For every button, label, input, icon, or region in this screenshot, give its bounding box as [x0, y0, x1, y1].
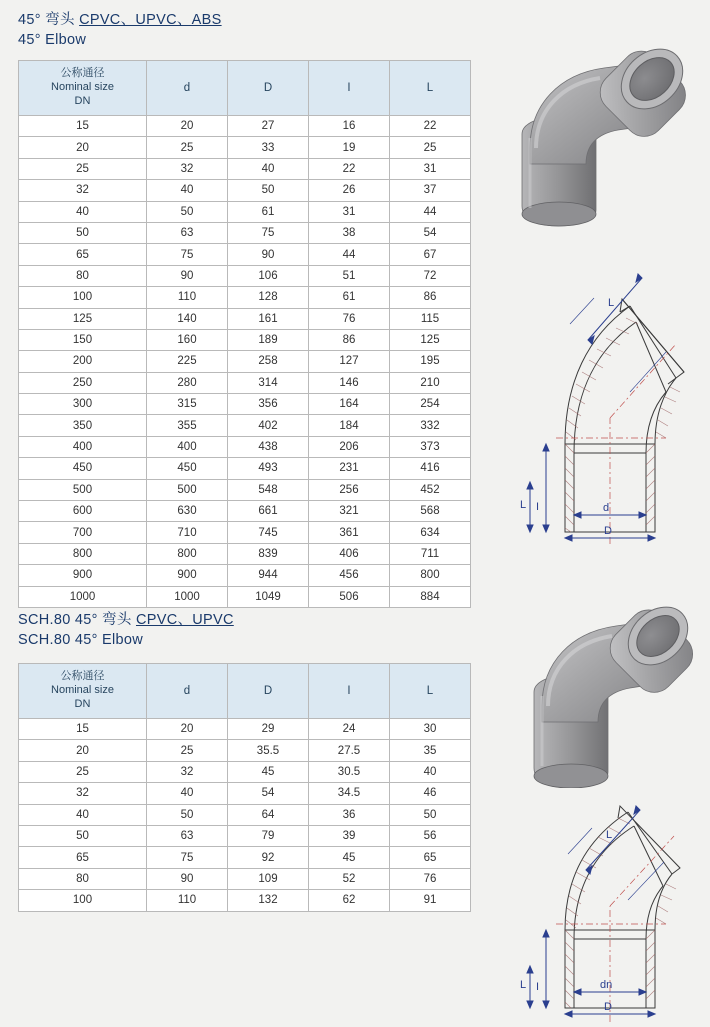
table-cell: 506	[309, 586, 390, 607]
table-row	[19, 890, 471, 911]
table-body-elbow45	[19, 116, 471, 608]
table-cell: 33	[228, 137, 309, 158]
table-cell: 711	[390, 543, 471, 564]
table-cell: 25	[19, 761, 147, 782]
table-cell: 110	[147, 287, 228, 308]
table-cell: 80	[19, 265, 147, 286]
table-cell: 64	[228, 804, 309, 825]
table-cell: 125	[19, 308, 147, 329]
table-cell: 50	[390, 804, 471, 825]
table-cell: 110	[147, 890, 228, 911]
table-cell: 800	[147, 543, 228, 564]
table-cell: 944	[228, 565, 309, 586]
drawing-label-L: L	[608, 297, 615, 309]
table-cell: 40	[390, 761, 471, 782]
table-row	[19, 116, 471, 137]
table-row	[19, 158, 471, 179]
table-cell: 26	[309, 180, 390, 201]
table-cell: 51	[309, 265, 390, 286]
table-cell: 160	[147, 329, 228, 350]
table-cell: 231	[309, 458, 390, 479]
header-D-2: D	[228, 664, 309, 719]
table-cell: 65	[390, 847, 471, 868]
table-row	[19, 372, 471, 393]
header-I-2: I	[309, 664, 390, 719]
table-row	[19, 479, 471, 500]
title-materials-2: CPVC、UPVC	[135, 612, 234, 628]
drawing-label-D: D	[604, 525, 612, 537]
table-row	[19, 719, 471, 740]
title-materials: CPVC、UPVC、ABS	[79, 12, 222, 28]
section-title-sch80-elbow45	[18, 608, 234, 648]
table-cell: 661	[228, 501, 309, 522]
table-cell: 50	[228, 180, 309, 201]
table-cell: 106	[228, 265, 309, 286]
table-cell: 127	[309, 351, 390, 372]
table-row	[19, 761, 471, 782]
table-cell: 1000	[19, 586, 147, 607]
table-cell: 50	[147, 804, 228, 825]
table-cell: 132	[228, 890, 309, 911]
header-nominal-size-en-2: Nominal size	[51, 684, 114, 697]
table-cell: 31	[390, 158, 471, 179]
table-cell: 206	[309, 436, 390, 457]
table-cell: 125	[390, 329, 471, 350]
table-row	[19, 868, 471, 889]
table-cell: 76	[390, 868, 471, 889]
table-header-row-2	[19, 664, 471, 719]
table-cell: 32	[19, 180, 147, 201]
table-cell: 61	[228, 201, 309, 222]
table-cell: 300	[19, 394, 147, 415]
table-cell: 86	[390, 287, 471, 308]
table-cell: 63	[147, 222, 228, 243]
table-cell: 29	[228, 719, 309, 740]
table-cell: 355	[147, 415, 228, 436]
table-row	[19, 847, 471, 868]
table-cell: 600	[19, 501, 147, 522]
header-nominal-size-abbr-2: DN	[74, 697, 91, 710]
table-body-sch80-elbow45	[19, 719, 471, 912]
table-cell: 62	[309, 890, 390, 911]
header-nominal-size	[19, 61, 147, 116]
spec-table-elbow45	[18, 60, 471, 608]
header-nominal-size-abbr: DN	[74, 94, 91, 107]
table-cell: 54	[228, 783, 309, 804]
table-row	[19, 740, 471, 761]
table-cell: 27	[228, 116, 309, 137]
table-row	[19, 501, 471, 522]
table-cell: 500	[147, 479, 228, 500]
table-cell: 200	[19, 351, 147, 372]
table-cell: 75	[147, 244, 228, 265]
table-cell: 402	[228, 415, 309, 436]
table-cell: 24	[309, 719, 390, 740]
table-cell: 800	[19, 543, 147, 564]
table-cell: 38	[309, 222, 390, 243]
table-cell: 20	[19, 740, 147, 761]
header-L-2: L	[390, 664, 471, 719]
table-cell: 250	[19, 372, 147, 393]
title-cn-prefix-2: SCH.80 45° 弯头	[18, 612, 136, 628]
table-cell: 32	[147, 158, 228, 179]
table-cell: 31	[309, 201, 390, 222]
table-cell: 15	[19, 116, 147, 137]
table-row	[19, 201, 471, 222]
table-cell: 90	[147, 265, 228, 286]
table-cell: 32	[19, 783, 147, 804]
table-row	[19, 329, 471, 350]
table-cell: 76	[309, 308, 390, 329]
drawing-label-I-left: L	[520, 499, 527, 511]
table-cell: 37	[390, 180, 471, 201]
table-cell: 20	[19, 137, 147, 158]
title-line-en: 45° Elbow	[18, 32, 87, 48]
table-cell: 25	[19, 158, 147, 179]
drawing-label-L-left-2: L	[520, 979, 527, 991]
table-cell: 254	[390, 394, 471, 415]
table-row	[19, 308, 471, 329]
table-cell: 50	[147, 201, 228, 222]
title-line-cn	[18, 8, 222, 29]
table-cell: 65	[19, 847, 147, 868]
section-title-elbow45	[18, 8, 222, 48]
table-cell: 90	[228, 244, 309, 265]
table-cell: 56	[390, 825, 471, 846]
drawing-label-I: I	[536, 501, 540, 513]
table-cell: 44	[390, 201, 471, 222]
table-cell: 40	[147, 783, 228, 804]
table-cell: 150	[19, 329, 147, 350]
header-L: L	[390, 61, 471, 116]
table-cell: 710	[147, 522, 228, 543]
table-row	[19, 804, 471, 825]
table-cell: 400	[19, 436, 147, 457]
table-row	[19, 351, 471, 372]
table-cell: 22	[309, 158, 390, 179]
table-cell: 19	[309, 137, 390, 158]
table-cell: 438	[228, 436, 309, 457]
drawing-label-dn-2: dn	[600, 979, 613, 991]
table-row	[19, 244, 471, 265]
table-row	[19, 222, 471, 243]
table-cell: 568	[390, 501, 471, 522]
table-cell: 315	[147, 394, 228, 415]
header-d: d	[147, 61, 228, 116]
table-cell: 32	[147, 761, 228, 782]
drawing-sch80-elbow45	[470, 790, 705, 1022]
table-cell: 195	[390, 351, 471, 372]
table-cell: 79	[228, 825, 309, 846]
table-cell: 225	[147, 351, 228, 372]
table-cell: 314	[228, 372, 309, 393]
table-cell: 100	[19, 287, 147, 308]
table-cell: 40	[19, 804, 147, 825]
drawing-label-d: d	[603, 502, 610, 514]
header-nominal-size-cn-2: 公称通径	[60, 670, 105, 683]
table-cell: 92	[228, 847, 309, 868]
table-cell: 54	[390, 222, 471, 243]
drawing-label-L-2: L	[606, 829, 613, 841]
table-row	[19, 287, 471, 308]
table-cell: 745	[228, 522, 309, 543]
table-row	[19, 458, 471, 479]
table-cell: 256	[309, 479, 390, 500]
table-cell: 35	[390, 740, 471, 761]
table-cell: 839	[228, 543, 309, 564]
table-cell: 109	[228, 868, 309, 889]
table-row	[19, 565, 471, 586]
table-cell: 189	[228, 329, 309, 350]
table-cell: 500	[19, 479, 147, 500]
table-cell: 210	[390, 372, 471, 393]
table-cell: 140	[147, 308, 228, 329]
spec-table-sch80-elbow45	[18, 663, 471, 912]
table-row	[19, 783, 471, 804]
table-row	[19, 586, 471, 607]
table-cell: 50	[19, 222, 147, 243]
table-cell: 493	[228, 458, 309, 479]
table-cell: 1000	[147, 586, 228, 607]
table-cell: 20	[147, 116, 228, 137]
table-cell: 34.5	[309, 783, 390, 804]
table-row	[19, 265, 471, 286]
table-cell: 146	[309, 372, 390, 393]
table-cell: 184	[309, 415, 390, 436]
drawing-elbow45	[470, 232, 705, 544]
table-cell: 630	[147, 501, 228, 522]
table-cell: 75	[228, 222, 309, 243]
table-cell: 63	[147, 825, 228, 846]
table-cell: 900	[147, 565, 228, 586]
table-cell: 634	[390, 522, 471, 543]
table-cell: 90	[147, 868, 228, 889]
table-cell: 45	[309, 847, 390, 868]
table-cell: 25	[147, 740, 228, 761]
table-cell: 1049	[228, 586, 309, 607]
table-cell: 44	[309, 244, 390, 265]
table-cell: 164	[309, 394, 390, 415]
table-cell: 356	[228, 394, 309, 415]
title-cn-prefix: 45° 弯头	[18, 12, 80, 28]
table-cell: 450	[147, 458, 228, 479]
table-cell: 115	[390, 308, 471, 329]
table-cell: 100	[19, 890, 147, 911]
table-cell: 61	[309, 287, 390, 308]
drawing-label-I-2: I	[536, 981, 540, 993]
photo-sch80-elbow45-fitting	[508, 588, 698, 788]
table-cell: 456	[309, 565, 390, 586]
table-cell: 280	[147, 372, 228, 393]
table-cell: 25	[147, 137, 228, 158]
table-cell: 258	[228, 351, 309, 372]
table-cell: 36	[309, 804, 390, 825]
table-cell: 350	[19, 415, 147, 436]
table-row	[19, 543, 471, 564]
table-cell: 22	[390, 116, 471, 137]
table-cell: 548	[228, 479, 309, 500]
header-nominal-size-en: Nominal size	[51, 81, 114, 94]
table-cell: 373	[390, 436, 471, 457]
table-cell: 27.5	[309, 740, 390, 761]
table-cell: 80	[19, 868, 147, 889]
table-cell: 884	[390, 586, 471, 607]
header-I: I	[309, 61, 390, 116]
table-row	[19, 394, 471, 415]
table-row	[19, 436, 471, 457]
table-cell: 52	[309, 868, 390, 889]
table-cell: 86	[309, 329, 390, 350]
table-cell: 65	[19, 244, 147, 265]
table-cell: 40	[19, 201, 147, 222]
table-cell: 40	[228, 158, 309, 179]
table-cell: 35.5	[228, 740, 309, 761]
table-cell: 406	[309, 543, 390, 564]
table-cell: 321	[309, 501, 390, 522]
table-cell: 452	[390, 479, 471, 500]
table-row	[19, 825, 471, 846]
table-cell: 46	[390, 783, 471, 804]
header-nominal-size-cn: 公称通径	[60, 67, 105, 80]
header-d-2: d	[147, 664, 228, 719]
table-cell: 332	[390, 415, 471, 436]
table-cell: 72	[390, 265, 471, 286]
photo-elbow45-fitting	[500, 38, 700, 228]
table-row	[19, 415, 471, 436]
table-cell: 25	[390, 137, 471, 158]
table-cell: 361	[309, 522, 390, 543]
title-line-en-2: SCH.80 45° Elbow	[18, 632, 144, 648]
table-cell: 700	[19, 522, 147, 543]
table-cell: 45	[228, 761, 309, 782]
table-cell: 20	[147, 719, 228, 740]
table-cell: 161	[228, 308, 309, 329]
table-cell: 40	[147, 180, 228, 201]
table-header-row	[19, 61, 471, 116]
table-cell: 15	[19, 719, 147, 740]
table-cell: 416	[390, 458, 471, 479]
table-cell: 128	[228, 287, 309, 308]
table-cell: 900	[19, 565, 147, 586]
drawing-label-D-2: D	[604, 1001, 612, 1013]
header-D: D	[228, 61, 309, 116]
table-cell: 30	[390, 719, 471, 740]
table-cell: 800	[390, 565, 471, 586]
table-cell: 400	[147, 436, 228, 457]
table-row	[19, 137, 471, 158]
table-cell: 75	[147, 847, 228, 868]
table-row	[19, 180, 471, 201]
table-cell: 450	[19, 458, 147, 479]
table-cell: 67	[390, 244, 471, 265]
table-cell: 16	[309, 116, 390, 137]
table-row	[19, 522, 471, 543]
header-nominal-size-2	[19, 664, 147, 719]
table-cell: 91	[390, 890, 471, 911]
table-cell: 50	[19, 825, 147, 846]
table-cell: 39	[309, 825, 390, 846]
title-line-cn-2	[18, 608, 234, 629]
table-cell: 30.5	[309, 761, 390, 782]
